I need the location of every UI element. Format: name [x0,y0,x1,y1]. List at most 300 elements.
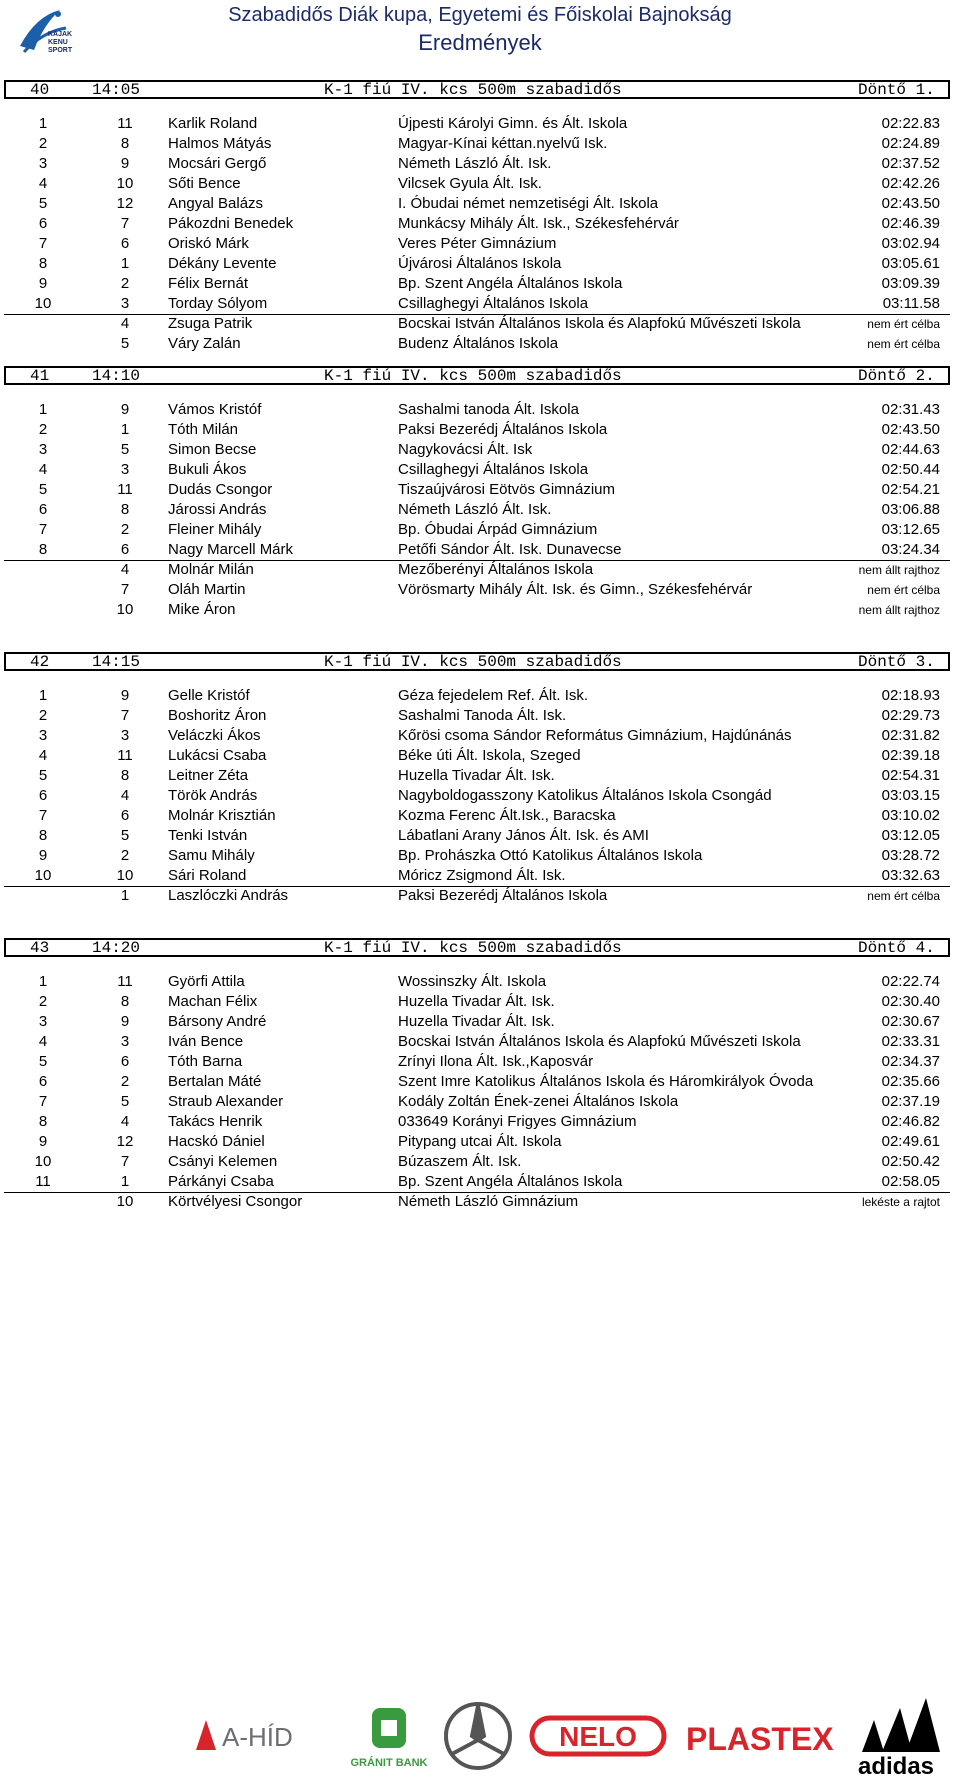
result-bib: 3 [120,461,130,478]
result-time: 02:43.50 [881,195,940,212]
result-school: Nagykovácsi Ált. Isk [398,441,533,458]
result-bib: 8 [120,501,130,518]
result-bib: 8 [120,993,130,1010]
result-bib: 7 [120,1153,130,1170]
result-name: Oriskó Márk [168,235,249,252]
result-place: 1 [38,115,48,132]
race-round: Döntő 3. [858,653,935,671]
result-name: Járossi András [168,501,267,518]
result-name: Györfi Attila [168,973,245,990]
result-place: 5 [38,481,48,498]
result-time: 02:18.93 [881,687,940,704]
result-row [0,600,960,620]
logo-word-2: KENU [48,39,68,46]
result-row [0,972,960,992]
result-row [0,1152,960,1172]
result-school: Móricz Zsigmond Ált. Isk. [398,867,566,884]
result-bib: 9 [120,1013,130,1030]
result-place: 10 [34,1153,52,1170]
result-place: 1 [38,401,48,418]
result-time: 03:03.15 [881,787,940,804]
result-row [0,334,960,354]
race-round: Döntő 2. [858,367,935,385]
race-header [4,80,950,99]
result-name: Mike Áron [168,601,236,618]
result-row [0,746,960,766]
result-name: Veláczki Ákos [168,727,261,744]
result-school: I. Óbudai német nemzetiségi Ált. Iskola [398,195,659,212]
result-place: 6 [38,501,48,518]
race-number: 41 [30,367,50,385]
result-place: 10 [34,295,52,312]
result-name: Halmos Mátyás [168,135,272,152]
result-place: 9 [38,847,48,864]
result-row [0,886,960,906]
result-place: 6 [38,1073,48,1090]
result-bib: 6 [120,807,130,824]
result-school: Veres Péter Gimnázium [398,235,557,252]
result-place: 9 [38,1133,48,1150]
result-place: 5 [38,1053,48,1070]
result-name: Straub Alexander [168,1093,284,1110]
result-name: Lukácsi Csaba [168,747,267,764]
result-time: 02:43.50 [881,421,940,438]
result-bib: 9 [120,687,130,704]
result-time: 02:37.52 [881,155,940,172]
result-row [0,846,960,866]
a-hid-text: A-HÍD [222,1722,293,1752]
result-name: Boshoritz Áron [168,707,267,724]
result-name: Pákozdni Benedek [168,215,294,232]
a-hid-logo [196,1720,293,1752]
result-bib: 4 [120,787,130,804]
result-time: 02:44.63 [881,441,940,458]
result-name: Sőti Bence [168,175,241,192]
placed-separator [4,1192,950,1193]
result-school: Tiszaújvárosi Eötvös Gimnázium [398,481,616,498]
result-bib: 3 [120,295,130,312]
result-bib: 4 [120,1113,130,1130]
result-row [0,826,960,846]
result-school: Budenz Általános Iskola [398,335,559,352]
result-school: Wossinszky Ált. Iskola [398,973,547,990]
result-time: 02:30.40 [881,993,940,1010]
result-name: Takács Henrik [168,1113,263,1130]
result-school: Csillaghegyi Általános Iskola [398,295,589,312]
result-row [0,174,960,194]
nelo-logo [532,1718,664,1754]
result-school: Magyar-Kínai kéttan.nyelvű Isk. [398,135,608,152]
result-name: Bukuli Ákos [168,461,247,478]
result-row [0,274,960,294]
result-place: 3 [38,1013,48,1030]
result-place: 2 [38,421,48,438]
plastex-logo [686,1721,834,1757]
race-time: 14:05 [92,81,141,99]
result-name: Samu Mihály [168,847,255,864]
result-school: Huzella Tivadar Ált. Isk. [398,993,555,1010]
result-school: Zrínyi Ilona Ált. Isk.,Kaposvár [398,1053,594,1070]
result-bib: 10 [116,1193,134,1210]
result-name: Dékány Levente [168,255,277,272]
result-bib: 10 [116,867,134,884]
result-place: 11 [35,1173,51,1190]
result-place: 8 [38,1113,48,1130]
result-time: 02:50.42 [881,1153,940,1170]
result-row [0,114,960,134]
result-name: Karlik Roland [168,115,258,132]
result-school: Kozma Ferenc Ált.Isk., Baracska [398,807,616,824]
result-bib: 10 [116,175,134,192]
result-place: 4 [38,747,48,764]
result-row [0,234,960,254]
result-place: 2 [38,707,48,724]
result-place: 8 [38,541,48,558]
result-bib: 1 [120,887,130,904]
result-row [0,1052,960,1072]
result-name: Gelle Kristóf [168,687,250,704]
result-row [0,480,960,500]
result-bib: 6 [120,541,130,558]
page-header [0,0,960,70]
race-time: 14:10 [92,367,141,385]
result-name: Dudás Csongor [168,481,273,498]
result-row [0,706,960,726]
result-school: Lábatlani Arany János Ált. Isk. és AMI [398,827,649,844]
result-time: 03:11.58 [882,295,940,312]
result-name: Tóth Barna [168,1053,243,1070]
result-row [0,440,960,460]
result-bib: 2 [120,1073,130,1090]
result-row [0,1032,960,1052]
placed-separator [4,314,950,315]
result-place: 8 [38,255,48,272]
result-time: 02:50.44 [881,461,940,478]
result-row [0,560,960,580]
result-place: 6 [38,215,48,232]
logo-word-1: KAJAK [48,31,73,38]
result-bib: 4 [120,315,130,332]
result-row [0,686,960,706]
result-school: Petőfi Sándor Ált. Isk. Dunavecse [398,541,622,558]
result-school: Németh László Ált. Isk. [398,155,552,172]
result-row [0,500,960,520]
result-school: Paksi Bezerédj Általános Iskola [398,887,608,904]
result-school: Csillaghegyi Általános Iskola [398,461,589,478]
result-time: 03:24.34 [881,541,940,558]
mercedes-logo [446,1704,510,1768]
result-place: 3 [38,155,48,172]
result-name: Torday Sólyom [168,295,268,312]
result-name: Párkányi Csaba [168,1173,274,1190]
result-row [0,1112,960,1132]
result-school: Vilcsek Gyula Ált. Isk. [398,175,542,192]
result-time: 02:22.83 [881,115,940,132]
result-bib: 4 [120,561,130,578]
result-school: Újpesti Károlyi Gimn. és Ált. Iskola [398,115,628,132]
result-time: nem ért célba [867,337,940,351]
race-round: Döntő 4. [858,939,935,957]
result-name: Bársony André [168,1013,267,1030]
result-place: 3 [38,441,48,458]
result-place: 5 [38,767,48,784]
result-time: nem ért célba [867,583,940,597]
result-school: Németh László Gimnázium [398,1193,579,1210]
result-row [0,254,960,274]
result-row [0,194,960,214]
result-time: 02:58.05 [881,1173,940,1190]
result-bib: 2 [120,521,130,538]
result-place: 5 [38,195,48,212]
result-time: 02:46.39 [881,215,940,232]
race-event: K-1 fiú IV. kcs 500m szabadidős [324,81,622,99]
result-name: Mocsári Gergő [168,155,267,172]
result-row [0,806,960,826]
race-header [4,652,950,671]
result-row [0,154,960,174]
result-bib: 2 [120,275,130,292]
result-school: Géza fejedelem Ref. Ált. Isk. [398,687,589,704]
result-time: 02:29.73 [881,707,940,724]
page-subtitle: Eredmények [418,30,542,55]
result-name: Fleiner Mihály [168,521,262,538]
result-time: 03:12.65 [881,521,940,538]
result-row [0,314,960,334]
result-row [0,400,960,420]
result-place: 7 [38,807,48,824]
result-time: nem állt rajthoz [858,563,940,577]
result-school: Bp. Prohászka Ottó Katolikus Általános Iskola [398,847,703,864]
result-bib: 5 [120,1093,130,1110]
result-time: lekéste a rajtot [861,1195,940,1209]
result-time: 02:24.89 [881,135,940,152]
result-school: Béke úti Ált. Iskola, Szeged [398,747,581,764]
result-bib: 11 [117,481,133,498]
result-row [0,520,960,540]
result-row [0,420,960,440]
result-school: Huzella Tivadar Ált. Isk. [398,1013,555,1030]
result-name: Hacskó Dániel [168,1133,265,1150]
result-bib: 11 [117,747,133,764]
result-bib: 3 [120,1033,130,1050]
result-place: 10 [34,867,52,884]
race-round: Döntő 1. [858,81,935,99]
granit-bank-text: GRÁNIT BANK [350,1757,428,1769]
race-event: K-1 fiú IV. kcs 500m szabadidős [324,939,622,957]
result-name: Iván Bence [168,1033,244,1050]
result-place: 4 [38,1033,48,1050]
result-school: Huzella Tivadar Ált. Isk. [398,767,555,784]
result-time: 03:32.63 [881,867,940,884]
result-school: Újvárosi Általános Iskola [398,255,562,272]
result-row [0,294,960,314]
result-place: 7 [38,521,48,538]
result-time: 02:46.82 [881,1113,940,1130]
result-time: 03:10.02 [881,807,940,824]
page-title: Szabadidős Diák kupa, Egyetemi és Főiskolai Bajnokság [228,4,732,26]
result-time: 02:31.43 [881,401,940,418]
result-name: Félix Bernát [168,275,249,292]
result-school: Bp. Szent Angéla Általános Iskola [398,1173,623,1190]
result-school: Nagyboldogasszony Katolikus Általános Iskola Csongád [398,787,772,804]
result-time: 02:33.31 [881,1033,940,1050]
result-time: 02:30.67 [881,1013,940,1030]
result-name: Simon Becse [168,441,257,458]
result-place: 2 [38,135,48,152]
result-bib: 5 [120,335,130,352]
result-name: Nagy Marcell Márk [168,541,294,558]
result-row [0,726,960,746]
result-name: Körtvélyesi Csongor [168,1193,303,1210]
result-time: nem ért célba [867,317,940,331]
logo-word-3: SPORT [48,47,73,54]
result-name: Oláh Martin [168,581,246,598]
result-time: 02:42.26 [881,175,940,192]
result-bib: 6 [120,1053,130,1070]
result-time: 02:37.19 [881,1093,940,1110]
result-school: Sashalmi Tanoda Ált. Isk. [398,707,567,724]
result-school: Paksi Bezerédj Általános Iskola [398,421,608,438]
result-row [0,1132,960,1152]
result-row [0,866,960,886]
result-row [0,134,960,154]
result-name: Machan Félix [168,993,258,1010]
result-row [0,1192,960,1212]
result-place: 8 [38,827,48,844]
result-school: Kodály Zoltán Ének-zenei Általános Iskola [398,1093,679,1110]
result-place: 2 [38,993,48,1010]
result-school: Mezőberényi Általános Iskola [398,561,594,578]
result-school: Pitypang utcai Ált. Iskola [398,1133,562,1150]
race-time: 14:20 [92,939,141,957]
race-number: 40 [30,81,50,99]
result-row [0,992,960,1012]
granit-bank-logo [351,1708,428,1769]
plastex-text: PLASTEX [686,1721,834,1757]
result-time: 03:28.72 [881,847,940,864]
result-bib: 1 [120,255,130,272]
result-place: 4 [38,461,48,478]
result-bib: 2 [120,847,130,864]
result-time: nem ért célba [867,889,940,903]
result-place: 6 [38,787,48,804]
result-school: Sashalmi tanoda Ált. Iskola [398,401,579,418]
result-name: Vámos Kristóf [168,401,262,418]
result-bib: 5 [120,827,130,844]
race-number: 43 [30,939,50,957]
result-school: Németh László Ált. Isk. [398,501,552,518]
placed-separator [4,560,950,561]
result-time: 03:05.61 [881,255,940,272]
result-bib: 6 [120,235,130,252]
result-row [0,786,960,806]
result-time: 02:54.21 [881,481,940,498]
result-school: Bocskai István Általános Iskola és Alapfokú Művészeti Iskola [398,315,801,332]
result-bib: 11 [117,973,133,990]
result-bib: 7 [120,215,130,232]
result-time: 02:49.61 [881,1133,940,1150]
result-time: 02:54.31 [881,767,940,784]
result-name: Leitner Zéta [168,767,249,784]
result-name: Csányi Kelemen [168,1153,278,1170]
result-name: Laszlóczki András [168,887,289,904]
result-school: Búzaszem Ált. Isk. [398,1153,522,1170]
result-name: Sári Roland [168,867,247,884]
result-bib: 9 [120,155,130,172]
result-place: 1 [38,973,48,990]
result-row [0,1172,960,1192]
result-row [0,1092,960,1112]
result-place: 1 [38,687,48,704]
result-school: Bp. Óbudai Árpád Gimnázium [398,521,598,538]
result-bib: 9 [120,401,130,418]
placed-separator [4,886,950,887]
result-name: Molnár Krisztián [168,807,276,824]
result-time: 02:22.74 [881,973,940,990]
adidas-text: adidas [857,1753,935,1778]
result-bib: 8 [120,135,130,152]
result-school: Kőrösi csoma Sándor Református Gimnázium, Hajdúnánás [398,727,792,744]
result-bib: 1 [120,421,130,438]
result-place: 3 [38,727,48,744]
result-bib: 12 [116,195,134,212]
result-name: Angyal Balázs [168,195,264,212]
result-school: Szent Imre Katolikus Általános Iskola és Háromkirályok Óvoda [398,1073,814,1090]
result-name: Tóth Milán [168,421,239,438]
result-school: Vörösmarty Mihály Ált. Isk. és Gimn., Székesfehérvár [398,581,753,598]
result-school: Bp. Szent Angéla Általános Iskola [398,275,623,292]
result-row [0,580,960,600]
result-name: Bertalan Máté [168,1073,262,1090]
nelo-text: NELO [559,1721,637,1752]
race-header [4,938,950,957]
result-time: 03:09.39 [881,275,940,292]
sponsor-bar [0,1690,960,1778]
result-bib: 12 [116,1133,134,1150]
result-place: 4 [38,175,48,192]
result-place: 7 [38,235,48,252]
result-school: Bocskai István Általános Iskola és Alapfokú Művészeti Iskola [398,1033,801,1050]
race-event: K-1 fiú IV. kcs 500m szabadidős [324,653,622,671]
result-bib: 1 [120,1173,130,1190]
race-time: 14:15 [92,653,141,671]
result-time: 03:12.05 [881,827,940,844]
result-bib: 10 [116,601,134,618]
result-time: 03:06.88 [881,501,940,518]
result-name: Zsuga Patrik [168,315,253,332]
result-place: 7 [38,1093,48,1110]
result-bib: 11 [117,115,133,132]
result-name: Török András [168,787,258,804]
result-bib: 3 [120,727,130,744]
adidas-logo [858,1698,940,1778]
result-time: 03:02.94 [881,235,940,252]
result-row [0,214,960,234]
result-bib: 8 [120,767,130,784]
result-name: Molnár Milán [168,561,254,578]
race-header [4,366,950,385]
result-place: 9 [38,275,48,292]
result-row [0,766,960,786]
result-name: Váry Zalán [168,335,241,352]
result-bib: 7 [120,581,130,598]
result-row [0,460,960,480]
result-bib: 5 [120,441,130,458]
race-number: 42 [30,653,50,671]
result-time: nem állt rajthoz [858,603,940,617]
result-row [0,1072,960,1092]
result-time: 02:31.82 [881,727,940,744]
